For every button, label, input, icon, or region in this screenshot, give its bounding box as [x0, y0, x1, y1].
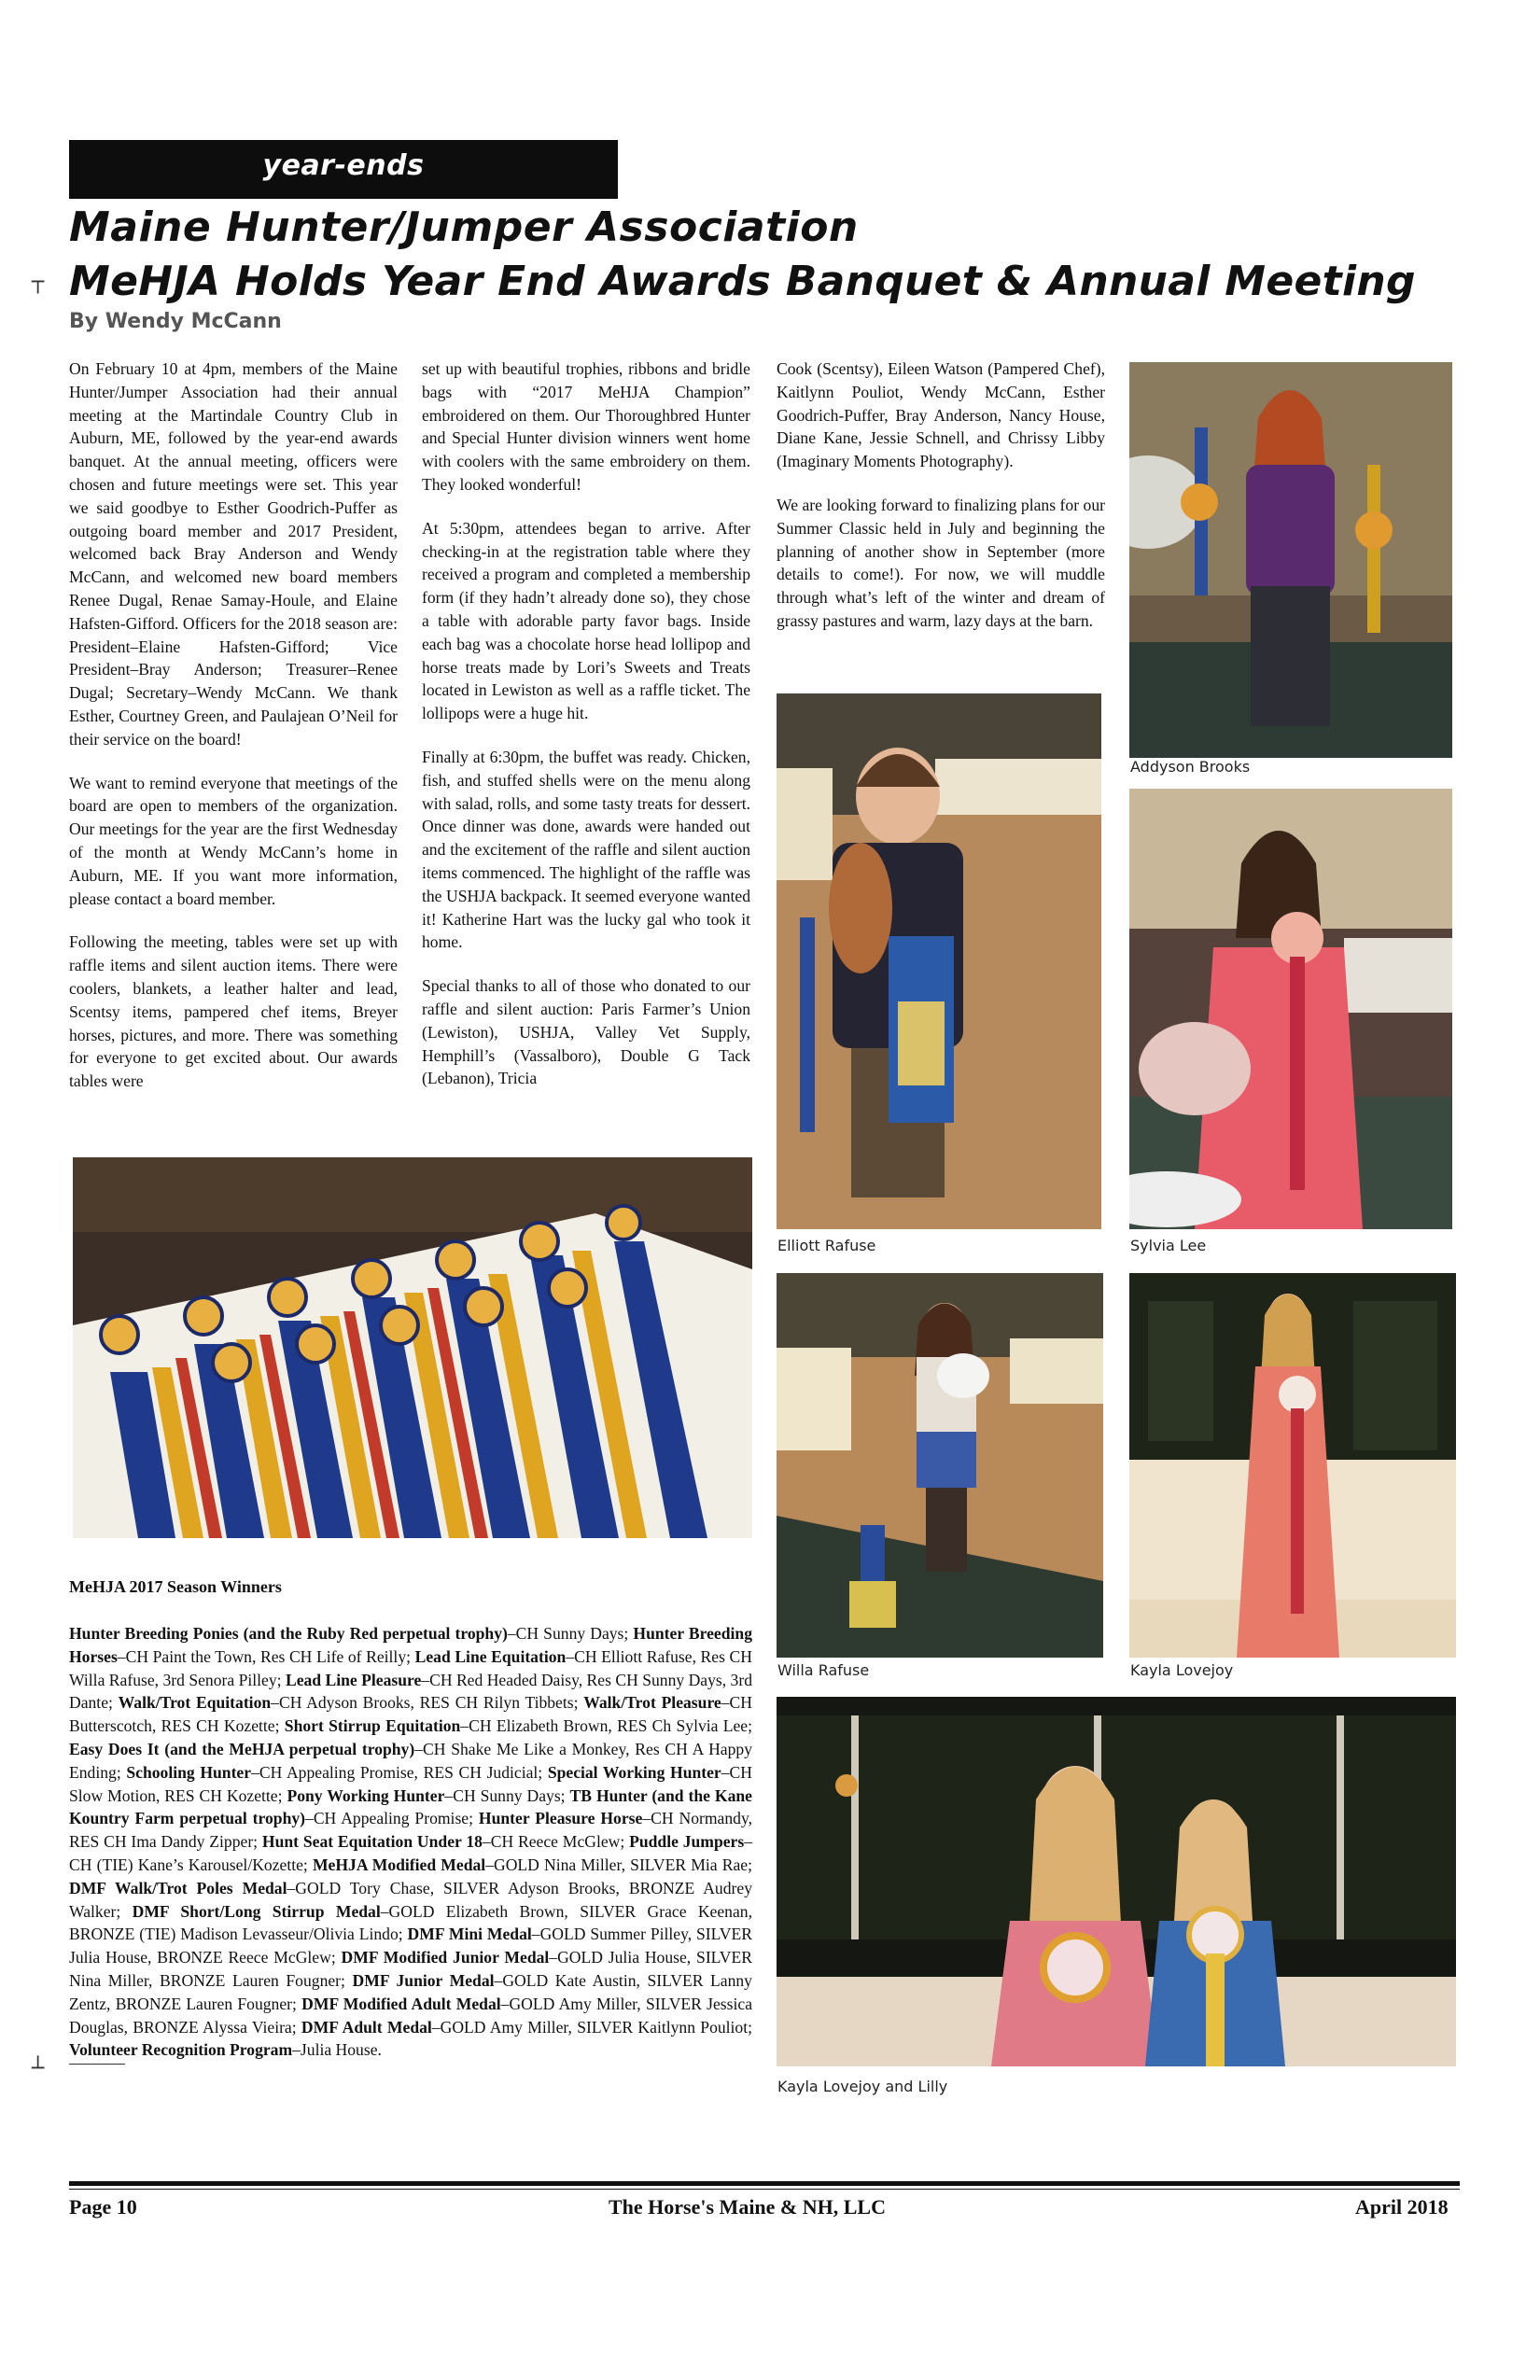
- winner-class-name: DMF Adult Medal: [301, 2017, 432, 2037]
- article-column-1: [69, 357, 398, 1113]
- winner-class-name: TB Hunter (and the Kane Kountry Farm perpetual trophy): [69, 1785, 752, 1828]
- winners-title: MeHJA 2017 Season Winners: [69, 1577, 282, 1596]
- caption-willa-rafuse: Willa Rafuse: [777, 1661, 870, 1679]
- winner-class-name: Walk/Trot Equitation: [118, 1693, 272, 1713]
- footer-publisher: The Horse's Maine & NH, LLC: [609, 2195, 886, 2219]
- winner-results: –CH Reece McGlew;: [482, 1832, 630, 1852]
- winner-results: –CH Adyson Brooks, RES CH Rilyn Tibbets;: [271, 1693, 584, 1713]
- paragraph: Cook (Scentsy), Eileen Watson (Pampered Chef), Kaitlynn Pouliot, Wendy McCann, Esther Goodrich-Puffer, Bray Anderson, Nancy House, Diane Kane, Jessie Schnell, and Chrissy Libby (Imaginary Moments Photography).: [777, 359, 1105, 471]
- section-label: year-ends: [262, 149, 425, 182]
- winner-results: –CH Slow Motion, RES CH Kozette;: [69, 1762, 752, 1805]
- paragraph: Following the meeting, tables were set up with raffle items and silent auction items. There were coolers, blankets, a leather halter and lead, Scentsy items, pampered chef items, Breyer horses, pictures, and more. There was something for everyone to get excited about. Our awards tables were: [69, 932, 398, 1091]
- footer-rule: [69, 2181, 1460, 2186]
- winner-class-name: Easy Does It (and the MeHJA perpetual trophy): [69, 1739, 415, 1758]
- winner-results: –CH Red Headed Daisy, Res CH Sunny Days, 3rd Dante;: [69, 1670, 753, 1713]
- crop-mark-top-icon: ┬: [32, 271, 45, 294]
- winner-results: –CH Shake Me Like a Monkey, Res CH A Happy Ending;: [69, 1739, 752, 1782]
- winner-results: –CH Elliott Rafuse, Res CH Willa Rafuse, 3rd Senora Pilley;: [69, 1646, 752, 1689]
- winner-results: –GOLD Kate Austin, SILVER Lanny Zentz, BRONZE Lauren Fougner;: [69, 1970, 752, 2013]
- article-column-3: [777, 357, 1105, 653]
- winner-results: –Julia House.: [292, 2040, 382, 2060]
- organization-title: Maine Hunter/Jumper Association: [69, 203, 859, 251]
- winner-results: –GOLD Summer Pilley, SILVER Julia House, BRONZE Reece McGlew;: [69, 1925, 752, 1967]
- winner-results: –CH Butterscotch, RES CH Kozette;: [69, 1693, 752, 1736]
- winner-class-name: MeHJA Modified Medal: [312, 1855, 486, 1874]
- paragraph: set up with beautiful trophies, ribbons and bridle bags with “2017 MeHJA Champion” embroidered on them. Our Thoroughbred Hunter and Special Hunter division winners went home with coolers with the same embroidery on them. They looked wonderful!: [422, 359, 750, 494]
- photo-elliott-rafuse: [777, 693, 1101, 1229]
- photo-sylvia-lee: [1129, 789, 1452, 1229]
- winner-results: –GOLD Julia House, SILVER Nina Miller, BRONZE Lauren Fougner;: [69, 1948, 752, 1990]
- caption-addyson-brooks: Addyson Brooks: [1130, 758, 1251, 776]
- winner-class-name: Hunter Pleasure Horse: [478, 1809, 643, 1828]
- paragraph: Finally at 6:30pm, the buffet was ready. Chicken, fish, and stuffed shells were on the menu along with salad, rolls, and some tasty treats for dessert. Once dinner was done, awards were handed out and the excitement of the raffle and silent auction items commenced. The highlight of the raffle was the USHJA backpack. It seemed everyone wanted it! Katherine Hart was the lucky gal who took it home.: [422, 747, 750, 952]
- winner-class-name: Lead Line Equitation: [414, 1646, 567, 1666]
- crop-rule: [69, 2064, 125, 2065]
- winner-results: –CH Elizabeth Brown, RES Ch Sylvia Lee;: [460, 1716, 752, 1736]
- caption-kayla-lovejoy-and-lilly: Kayla Lovejoy and Lilly: [777, 2078, 948, 2095]
- winner-class-name: DMF Modified Adult Medal: [301, 1994, 501, 2013]
- byline: By Wendy McCann: [69, 310, 282, 333]
- winner-class-name: DMF Modified Junior Medal: [341, 1948, 550, 1967]
- caption-elliott-rafuse: Elliott Rafuse: [777, 1237, 876, 1254]
- winner-results: –GOLD Amy Miller, SILVER Kaitlynn Pouliot;: [431, 2017, 753, 2037]
- footer-date: April 2018: [1355, 2195, 1449, 2219]
- article-headline: MeHJA Holds Year End Awards Banquet & Annual Meeting: [69, 258, 1416, 305]
- winner-class-name: Hunter Breeding Horses: [69, 1624, 752, 1666]
- footer-rule-thin: [69, 2189, 1460, 2190]
- winner-class-name: Short Stirrup Equitation: [284, 1716, 461, 1736]
- winner-class-name: Schooling Hunter: [126, 1762, 252, 1782]
- winner-class-name: Special Working Hunter: [547, 1762, 721, 1782]
- winners-list: [69, 1622, 752, 2062]
- caption-kayla-lovejoy: Kayla Lovejoy: [1130, 1661, 1234, 1679]
- winner-results: –CH Appealing Promise;: [305, 1809, 479, 1828]
- winner-class-name: Volunteer Recognition Program: [69, 2040, 293, 2060]
- paragraph: We are looking forward to finalizing plans for our Summer Classic held in July and beginning the planning of another show in September (more details to come!). For now, we will muddle through what’s left of the winter and dream of grassy pastures and warm, lazy days at the barn.: [777, 495, 1105, 630]
- winner-class-name: Lead Line Pleasure: [285, 1670, 422, 1689]
- winner-class-name: Pony Working Hunter: [287, 1785, 445, 1805]
- winner-results: –GOLD Tory Chase, SILVER Adyson Brooks, BRONZE Audrey Walker;: [69, 1878, 752, 1921]
- paragraph: Special thanks to all of those who donated to our raffle and silent auction: Paris Farmer’s Union (Lewiston), USHJA, Valley Vet Supply, Hemphill’s (Vassalboro), Double G Tack (Lebanon), Tricia: [422, 976, 750, 1088]
- winner-class-name: DMF Short/Long Stirrup Medal: [132, 1901, 381, 1921]
- photo-willa-rafuse: [777, 1273, 1103, 1658]
- winner-results: –CH Sunny Days;: [507, 1624, 634, 1643]
- paragraph: On February 10 at 4pm, members of the Maine Hunter/Jumper Association had their annual meeting at the Martindale Country Club in Auburn, ME, followed by the year-end awards banquet. At the annual meeting, officers were chosen and future meetings were set. This year we said goodbye to Esther Goodrich-Puffer as outgoing board member and 2017 President, welcomed back Bray Anderson and Wendy McCann, and welcomed new board members Renee Dugal, Renae Samay-Houle, and Elaine Hafsten-Gifford. Officers for the 2018 season are: President–Elaine Hafsten-Gifford; Vice President–Bray Anderson; Treasurer–Renee Dugal; Secretary–Wendy McCann. We thank Esther, Courtney Green, and Paulajean O’Neil for their service on the board!: [69, 359, 398, 749]
- winner-class-name: Hunter Breeding Ponies (and the Ruby Red perpetual trophy): [69, 1624, 508, 1643]
- winner-class-name: DMF Junior Medal: [352, 1970, 495, 1990]
- winner-results: –CH Sunny Days;: [444, 1785, 570, 1805]
- winner-results: –GOLD Nina Miller, SILVER Mia Rae;: [485, 1855, 752, 1874]
- winner-results: –CH Appealing Promise, RES CH Judicial;: [251, 1762, 548, 1782]
- winner-results: –CH (TIE) Kane’s Karousel/Kozette;: [69, 1832, 753, 1874]
- photo-kayla-lovejoy-and-lilly: [777, 1697, 1456, 2066]
- winner-class-name: DMF Walk/Trot Poles Medal: [69, 1878, 287, 1897]
- crop-mark-bottom-icon: ┴: [32, 2057, 45, 2080]
- paragraph: We want to remind everyone that meetings of the board are open to members of the organization. Our meetings for the year are the first Wednesday of the month at Wendy McCann’s home in Auburn, ME. If you want more information, please contact a board member.: [69, 773, 398, 908]
- photo-award-ribbons-table: [73, 1157, 752, 1538]
- winner-class-name: Puddle Jumpers: [629, 1832, 745, 1852]
- footer-page-number: Page 10: [69, 2195, 137, 2219]
- section-banner: [69, 140, 618, 199]
- winner-results: –GOLD Elizabeth Brown, SILVER Grace Keenan, BRONZE (TIE) Madison Levasseur/Olivia Lindo;: [69, 1901, 752, 1944]
- paragraph: At 5:30pm, attendees began to arrive. After checking-in at the registration table where they received a program and completed a membership form (if they hadn’t already done so), they chose a table with adorable party favor bags. Inside each bag was a chocolate horse head lollipop and horse treats made by Lori’s Sweets and Treats located in Lewiston as well as a raffle ticket. The lollipops were a huge hit.: [422, 518, 750, 723]
- winner-results: –CH Paint the Town, Res CH Life of Reilly;: [117, 1646, 415, 1666]
- photo-kayla-lovejoy: [1129, 1273, 1456, 1658]
- photo-addyson-brooks: [1129, 362, 1452, 758]
- winner-class-name: DMF Mini Medal: [407, 1925, 532, 1944]
- winner-class-name: Hunt Seat Equitation Under 18: [261, 1832, 483, 1852]
- winner-results: –GOLD Amy Miller, SILVER Jessica Douglas, BRONZE Alyssa Vieira;: [69, 1994, 753, 2037]
- winner-results: –CH Normandy, RES CH Ima Dandy Zipper;: [69, 1809, 752, 1852]
- caption-sylvia-lee: Sylvia Lee: [1130, 1237, 1207, 1254]
- article-column-2: [422, 357, 750, 1111]
- winner-class-name: Walk/Trot Pleasure: [583, 1693, 721, 1713]
